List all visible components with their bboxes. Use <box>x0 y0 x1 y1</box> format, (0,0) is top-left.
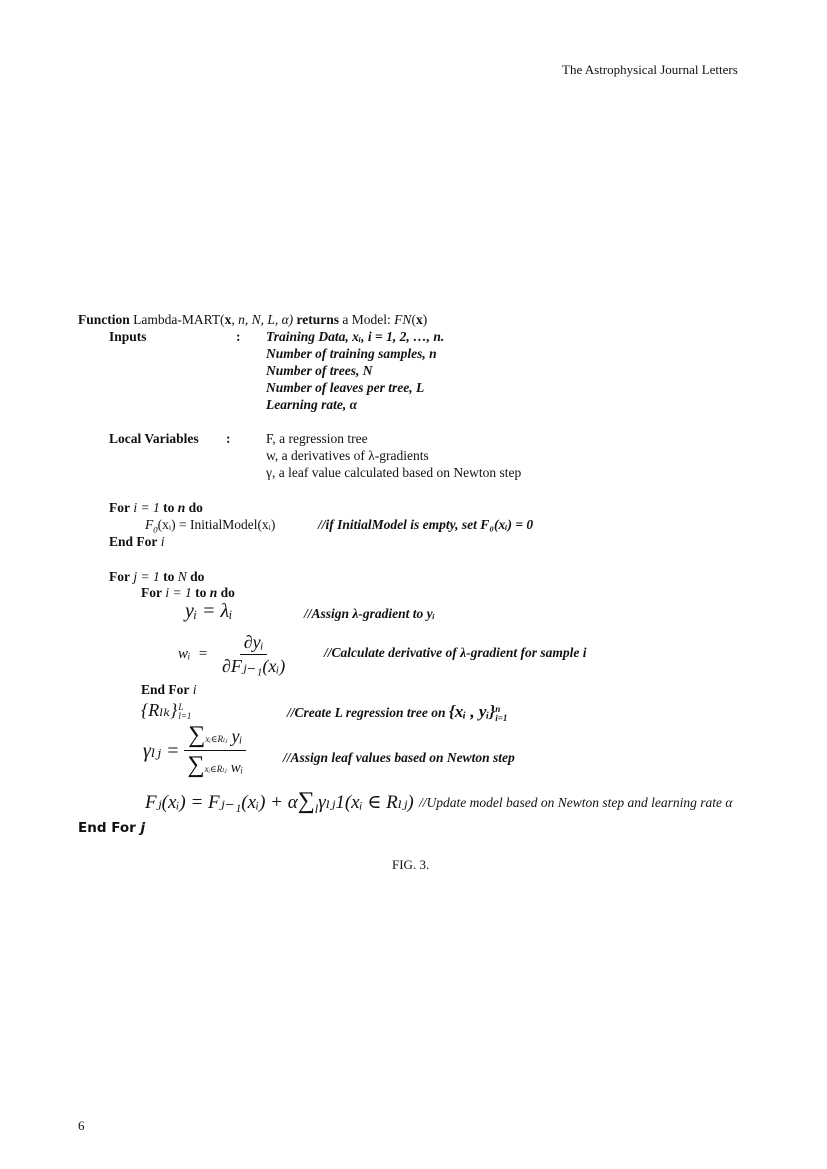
fn-name: FN <box>394 312 412 327</box>
loop-condition: i = 1 <box>133 500 160 515</box>
derivative-lhs: wᵢ = <box>178 646 208 662</box>
page-number: 6 <box>78 1118 85 1133</box>
local-var-line: γ, a leaf value calculated based on Newton step <box>266 465 522 480</box>
input-line: Number of training samples, n <box>266 346 437 361</box>
equation-regression-tree <box>141 700 191 721</box>
regions-set: {Rₗₖ} <box>141 700 178 720</box>
loop-var: N <box>177 569 187 584</box>
sum-symbol: ∑ <box>297 788 315 814</box>
inputs-label: Inputs <box>109 329 147 344</box>
leaf-fraction-denominator <box>184 751 248 779</box>
comment-regression-tree <box>287 704 507 723</box>
sum-index: l <box>314 801 319 816</box>
regions-sup: L <box>178 701 184 712</box>
model-text: a Model: <box>342 312 391 327</box>
stmt-lhs: F <box>145 517 154 532</box>
paren-close: ) <box>422 312 428 327</box>
comment-derivative: //Calculate derivative of λ-gradient for sample i <box>324 645 587 660</box>
keyword-to: to <box>195 585 207 600</box>
derivative-fraction <box>218 632 289 677</box>
loop1-header <box>109 500 203 516</box>
loop1-comment: //if InitialModel is empty, set F₀(xᵢ) = 0 <box>318 517 534 532</box>
sum-var: wᵢ <box>230 760 244 776</box>
inputs-colon: : <box>236 329 241 344</box>
equation-derivative <box>178 632 289 677</box>
local-var-line: F, a regression tree <box>266 431 368 446</box>
keyword-to: to <box>163 500 175 515</box>
stmt-lhs-sub: 0 <box>153 524 158 535</box>
comment-sup: n <box>495 703 501 714</box>
leaf-value-fraction <box>184 722 248 779</box>
outer-loop-end <box>78 820 145 836</box>
keyword-do: do <box>188 500 203 515</box>
input-line: Number of leaves per tree, L <box>266 380 425 395</box>
sum-var: yᵢ <box>231 726 243 746</box>
local-var-line: w, a derivatives of λ-gradients <box>266 448 429 463</box>
comment-math: {xᵢ , yᵢ} <box>448 702 496 721</box>
sum-index: xᵢ∈Rₗⱼ <box>204 764 227 774</box>
keyword-returns: returns <box>296 312 340 327</box>
regions-sub: l=1 <box>178 710 192 721</box>
update-lhs: Fⱼ(xᵢ) = Fⱼ₋₁(xᵢ) + α <box>145 792 298 813</box>
keyword-do: do <box>190 569 205 584</box>
input-line: Learning rate, α <box>266 397 358 412</box>
comment-assign-gradient: //Assign λ-gradient to yᵢ <box>304 606 435 621</box>
sum-symbol: ∑ <box>187 752 205 778</box>
paren-open: ( <box>411 312 416 327</box>
fraction-denominator: ∂Fⱼ₋₁(xᵢ) <box>222 656 286 676</box>
keyword-do: do <box>220 585 235 600</box>
end-var: i <box>192 682 197 697</box>
keyword-end-for: End For <box>109 534 158 549</box>
input-line: Number of trees, N <box>266 363 373 378</box>
params: , n, N, L, α) <box>231 312 294 327</box>
keyword-function: Function <box>78 312 130 327</box>
loop-condition: j = 1 <box>133 569 160 584</box>
comment-sub: i=1 <box>495 712 508 723</box>
loop-condition: i = 1 <box>165 585 192 600</box>
local-variables-label: Local Variables <box>109 431 199 446</box>
loop-var: n <box>177 500 186 515</box>
comment-text: //Create L regression tree on <box>287 705 449 720</box>
comment-update-model: //Update model based on Newton step and learning rate α <box>419 795 733 810</box>
sum-index: xᵢ∈Rₗⱼ <box>205 734 228 744</box>
figure-caption: FIG. 3. <box>392 857 430 872</box>
keyword-end-for: End For <box>78 820 136 836</box>
comment-leaf-values: //Assign leaf values based on Newton step <box>283 750 515 765</box>
keyword-for: For <box>109 569 130 584</box>
keyword-end-for: End For <box>141 682 190 697</box>
equation-leaf-values <box>143 722 247 779</box>
leaf-value-lhs: γₗⱼ = <box>143 740 180 762</box>
function-name: Lambda-MART( <box>133 312 225 327</box>
function-signature <box>78 312 427 328</box>
inner-loop-header <box>141 585 235 601</box>
journal-header: The Astrophysical Journal Letters <box>562 62 738 77</box>
inner-loop-end <box>141 682 197 698</box>
stmt-rest: (xᵢ) = InitialModel(xᵢ) <box>157 517 276 532</box>
update-rhs: γₗⱼ1(xᵢ ∈ Rₗⱼ) <box>318 792 414 813</box>
local-variables-colon: : <box>226 431 231 446</box>
keyword-to: to <box>163 569 175 584</box>
end-var: i <box>160 534 165 549</box>
input-line: Training Data, xᵢ, i = 1, 2, …, n. <box>266 329 445 344</box>
loop-var: n <box>209 585 218 600</box>
param-x: x <box>224 312 232 327</box>
end-var: j <box>140 820 146 836</box>
keyword-for: For <box>109 500 130 515</box>
loop1-end <box>109 534 165 550</box>
equation-assign-gradient: yᵢ = λᵢ <box>185 600 233 622</box>
fraction-numerator: ∂yᵢ <box>240 632 268 655</box>
sum-symbol: ∑ <box>188 722 206 748</box>
fn-arg-x: x <box>415 312 423 327</box>
leaf-fraction-numerator <box>184 722 246 751</box>
loop2-header <box>109 569 204 585</box>
keyword-for: For <box>141 585 162 600</box>
equation-update-model <box>145 788 414 817</box>
